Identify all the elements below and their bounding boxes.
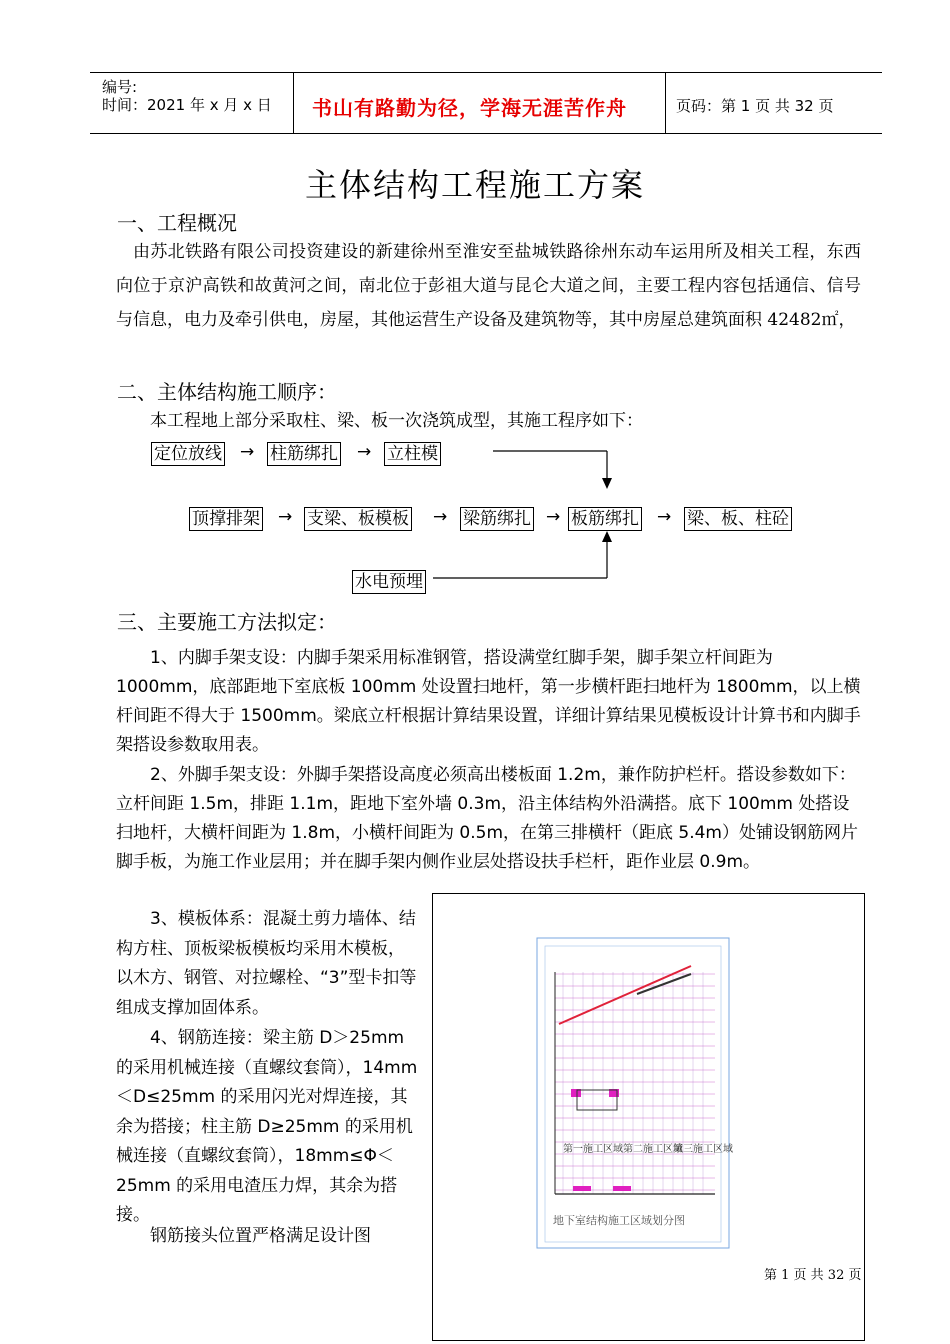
paragraph: 2、外脚手架支设：外脚手架搭设高度必须高出楼板面 1.2m，兼作防护栏杆。搭设参数如下：立杆间距 1.5m，排距 1.1m，距地下室外墙 0.3m，沿主体结构外沿满搭。底下 100mm 处搭设扫地杆，大横杆间距为 1.8m，小横杆间距为 0.5m，在第三排横杆（距底 5.4m）处铺设钢筋网片脚手板，为施工作业层用；并在脚手架内侧作业层处搭设扶手栏杆，距作业层 0.9m。 [116, 765, 858, 872]
page-indicator: 页码：第 1 页 共 32 页 [676, 97, 834, 115]
zone-label: 第三施工区域 [673, 1144, 733, 1155]
flow-step: 板筋绑扎 [568, 507, 642, 531]
flow-step: 梁、板、柱砼 [684, 507, 792, 531]
page-title: 主体结构工程施工方案 [304, 166, 645, 204]
flow-step: 顶撑排架 [189, 507, 263, 531]
paragraph: 1、内脚手架支设：内脚手架采用标准钢管，搭设满堂红脚手架，脚手架立杆间距为1000mm，底部距地下室底板 100mm 处设置扫地杆，第一步横杆距扫地杆为 1800mm，以上横杆间距不得大于 1500mm。梁底立杆根据计算结果设置，详细计算结果见模板设计计算书和内脚手架搭设参数取用表。 [116, 648, 861, 755]
header-motto: 书山有路勤为径，学海无涯苦作舟 [312, 96, 627, 120]
paragraph: 3、模板体系：混凝土剪力墙体、结构方柱、顶板梁板模板均采用木模板，以木方、钢管、对拉螺栓、“3”型卡扣等组成支撑加固体系。 [116, 909, 417, 1018]
flow-arrow: → [546, 507, 561, 527]
flow-arrow: → [278, 507, 293, 527]
section-heading: 一、工程概况 [117, 211, 237, 235]
figure-caption: 地下室结构施工区域划分图 [553, 1214, 685, 1227]
paragraph: 本工程地上部分采取柱、梁、板一次浇筑成型，其施工程序如下： [150, 411, 643, 431]
flow-arrow: → [657, 507, 672, 527]
flow-step: 立柱模 [384, 442, 441, 466]
flow-arrow: → [240, 442, 255, 462]
section-heading: 三、主要施工方法拟定： [117, 610, 337, 634]
flow-step: 定位放线 [151, 442, 225, 466]
flow-arrow: → [357, 442, 372, 462]
paragraph: 钢筋接头位置严格满足设计图 [150, 1226, 371, 1246]
section-heading: 二、主体结构施工顺序： [117, 380, 337, 404]
flow-step: 支梁、板模板 [304, 507, 412, 531]
flow-step: 柱筋绑扎 [267, 442, 341, 466]
zone-label: 第二施工区域 [623, 1144, 683, 1155]
document-time: 时间：2021 年 x 月 x 日 [102, 96, 272, 114]
page-footer: 第 1 页 共 32 页 [764, 1268, 862, 1283]
paragraph: 由苏北铁路有限公司投资建设的新建徐州至淮安至盐城铁路徐州东动车运用所及相关工程，东西向位于京沪高铁和故黄河之间，南北位于彭祖大道与昆仑大道之间，主要工程内容包括通信、信号与信息，电力及牵引供电，房屋，其他运营生产设备及建筑物等，其中房屋总建筑面积 42482㎡， [116, 242, 861, 330]
document-number: 编号: [102, 78, 138, 96]
flow-step: 梁筋绑扎 [460, 507, 534, 531]
flow-arrow: → [433, 507, 448, 527]
zone-label: 第一施工区域 [563, 1144, 623, 1155]
flow-step: 水电预埋 [352, 570, 426, 594]
flow-connectors [0, 0, 950, 620]
paragraph: 4、钢筋连接：梁主筋 D＞25mm 的采用机械连接（直螺纹套筒），14mm＜D≤25mm 的采用闪光对焊连接，其余为搭接；柱主筋 D≥25mm 的采用机械连接（直螺纹套筒），18mm≤Φ＜25mm 的采用电渣压力焊，其余为搭接。 [116, 1028, 418, 1225]
